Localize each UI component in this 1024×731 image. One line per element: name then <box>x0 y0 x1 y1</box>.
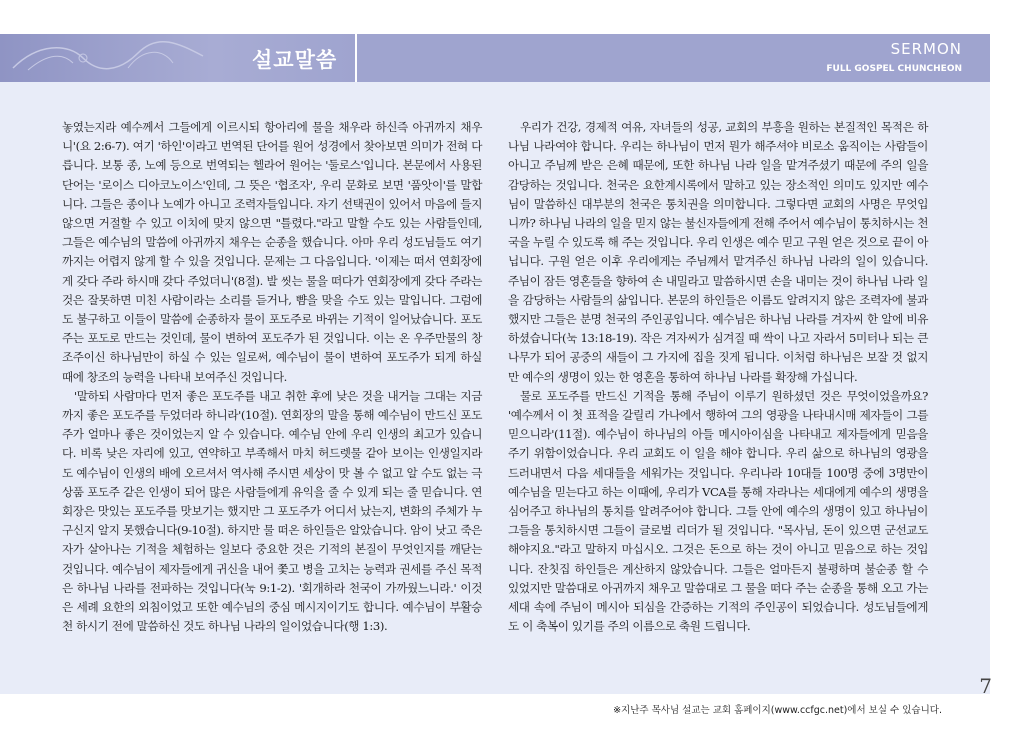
left-column <box>62 118 482 636</box>
right-column <box>508 118 928 636</box>
page-number: 7 <box>979 674 992 698</box>
paragraph: 우리가 건강, 경제적 여유, 자녀들의 성공, 교회의 부흥을 원하는 본질적인 목적은 하나님 나라여야 합니다. 우리는 하나님이 먼저 뭔가 해주셔야 비로소 움직이는 사람들이 아니고 주님께 받은 은혜 때문에, 또한 하나님 나라 일을 맡겨주셨기 때문에 주의 일을 감당하는 것입니다. 천국은 요한계시록에서 말하고 있는 장소적인 의미도 있지만 예수님이 말씀하신 대부분의 천국은 통치권을 의미합니다. 그렇다면 교회의 사명은 무엇입니까? 하나님 나라의 일을 믿지 않는 불신자들에게 전해 주어서 예수님이 통치하시는 천국을 누릴 수 있도록 해 주는 것입니다. 우리 인생은 예수 믿고 구원 얻은 것으로 끝이 아닙니다. 구원 얻은 이후 우리에게는 주님께서 맡겨주신 하나님 나라의 일이 있습니다. 주님이 잠든 영혼들을 향하여 손 내밀라고 말씀하시면 손을 내미는 것이 하나님 나라 일을 감당하는 사람들의 삶입니다. 본문의 하인들은 이름도 알려지지 않은 조력자에 불과했지만 그들은 분명 천국의 주인공입니다. 예수님은 하나님 나라를 겨자씨 한 알에 비유하셨습니다(눅 13:18-19). 작은 겨자씨가 심겨질 때 싹이 나고 자라서 5미터나 되는 큰 나무가 되어 공중의 새들이 그 가지에 집을 짓게 됩니다. 이처럼 하나님은 보잘 것 없지만 예수의 생명이 있는 한 영혼을 통하여 하나님 나라를 확장해 가십니다. <box>508 120 928 384</box>
sermon-body <box>0 82 990 694</box>
header-divider <box>355 34 357 82</box>
paragraph: '말하되 사람마다 먼저 좋은 포도주를 내고 취한 후에 낮은 것을 내거늘 그대는 지금까지 좋은 포도주를 두었더라 하니라'(10절). 연회장의 말을 통해 예수님이 만드신 포도주가 얼마나 좋은 것이었는지 알 수 있습니다. 예수님 안에 우리 인생의 최고가 있습니다. 비록 낮은 자리에 있고, 연약하고 부족해서 마치 허드렛물 같아 보이는 인생일지라도 예수님이 인생의 배에 오르셔서 역사해 주시면 세상이 맛 볼 수 없고 알 수도 없는 극상품 포도주 같은 인생이 되어 많은 사람들에게 유익을 줄 수 있게 되는 줄 믿습니다. 연회장은 맛있는 포도주를 맛보기는 했지만 그 포도주가 어디서 났는지, 변화의 주체가 누구신지 알지 못했습니다(9-10절). 하지만 물 떠온 하인들은 알았습니다. 암이 낫고 죽은 자가 살아나는 기적을 체험하는 일보다 중요한 것은 기적의 본질이 무엇인지를 깨닫는 것입니다. 예수님이 제자들에게 귀신을 내어 쫓고 병을 고치는 능력과 권세를 주신 목적은 하나님 나라를 전파하는 것입니다(눅 9:1-2). '회개하라 천국이 가까웠느니라.' 이것은 세례 요한의 외침이었고 또한 예수님의 중심 메시지이기도 합니다. 예수님이 부활승천 하시기 전에 말씀하신 것도 하나님 나라의 일이었습니다(행 1:3). <box>62 388 482 634</box>
section-title: 설교말씀 <box>252 48 338 72</box>
church-label: FULL GOSPEL CHUNCHEON <box>826 64 962 74</box>
flourish-ornament-icon <box>8 38 208 78</box>
paragraph: 놓였는지라 예수께서 그들에게 이르시되 항아리에 물을 채우라 하신즉 아귀까지 채우니'(요 2:6-7). 여기 '하인'이라고 번역된 단어를 원어 성경에서 찾아보면 의미가 전혀 다릅니다. 보통 종, 노예 등으로 번역되는 헬라어 원어는 '둘로스'입니다. 본문에서 사용된 단어는 '로이스 디아코노이스'인데, 그 뜻은 '협조자', 우리 문화로 보면 '품앗이'를 말합니다. 그들은 종이나 노예가 아니고 조력자들입니다. 자기 선택권이 있어서 마음에 들지 않으면 거절할 수 있고 이치에 맞지 않으면 "틀렸다."라고 말할 수도 있는 사람들인데, 그들은 예수님의 말씀에 아귀까지 채우는 순종을 했습니다. 아마 우리 성도님들도 여기까지는 어렵지 않게 할 수 있을 것입니다. 문제는 그 다음입니다. '이제는 떠서 연회장에게 갖다 주라 하시매 갖다 주었더니'(8절). 발 씻는 물을 떠다가 연회장에게 갖다 주라는 것은 잘못하면 미친 사람이라는 소리를 듣거나, 뺨을 맞을 수도 있는 말입니다. 그럼에도 불구하고 이들이 말씀에 순종하자 물이 포도주로 바뀌는 기적이 일어났습니다. 포도주는 포도로 만드는 것인데, 물이 변하여 포도주가 된 것입니다. 이는 온 우주만물의 창조주이신 하나님만이 하실 수 있는 일로써, 예수님이 물이 변하여 포도주가 되게 하실 때에 창조의 능력을 나타내 보여주신 것입니다. <box>62 120 482 384</box>
header-title-panel <box>0 34 355 82</box>
footnote: ※지난주 목사님 설교는 교회 홈페이지(www.ccfgc.net)에서 보실 수 있습니다. <box>613 705 942 716</box>
sermon-label: SERMON <box>890 40 962 58</box>
page-header <box>0 34 990 82</box>
paragraph: 물로 포도주를 만드신 기적을 통해 주님이 이루기 원하셨던 것은 무엇이었을까요? '예수께서 이 첫 표적을 갈릴리 가나에서 행하여 그의 영광을 나타내시매 제자들이 그를 믿으니라'(11절). 예수님이 하나님의 아들 메시아이심을 나타내고 제자들에게 믿음을 주기 위함이었습니다. 우리 교회도 이 일을 해야 합니다. 우리 삶으로 하나님의 영광을 드러내면서 다음 세대들을 세워가는 것입니다. 우리나라 10대들 100명 중에 3명만이 예수님을 믿는다고 하는 이때에, 우리가 VCA를 통해 자라나는 세대에게 예수의 생명을 심어주고 하나님의 통치를 알려주어야 합니다. 그들 안에 예수의 생명이 있고 하나님이 그들을 통치하시면 그들이 글로벌 리더가 될 것입니다. "목사님, 돈이 있으면 군선교도 해야지요."라고 말하지 마십시오. 그것은 돈으로 하는 것이 아니고 믿음으로 하는 것입니다. 잔칫집 하인들은 계산하지 않았습니다. 그들은 얼마든지 불평하며 불순종 할 수 있었지만 말씀대로 아귀까지 채우고 말씀대로 그 물을 떠다 주는 순종을 통해 오고 가는 세대 속에 주님이 메시아 되심을 간증하는 기적의 주인공이 되었습니다. 성도님들에게도 이 축복이 있기를 주의 이름으로 축원 드립니다. <box>508 388 928 634</box>
